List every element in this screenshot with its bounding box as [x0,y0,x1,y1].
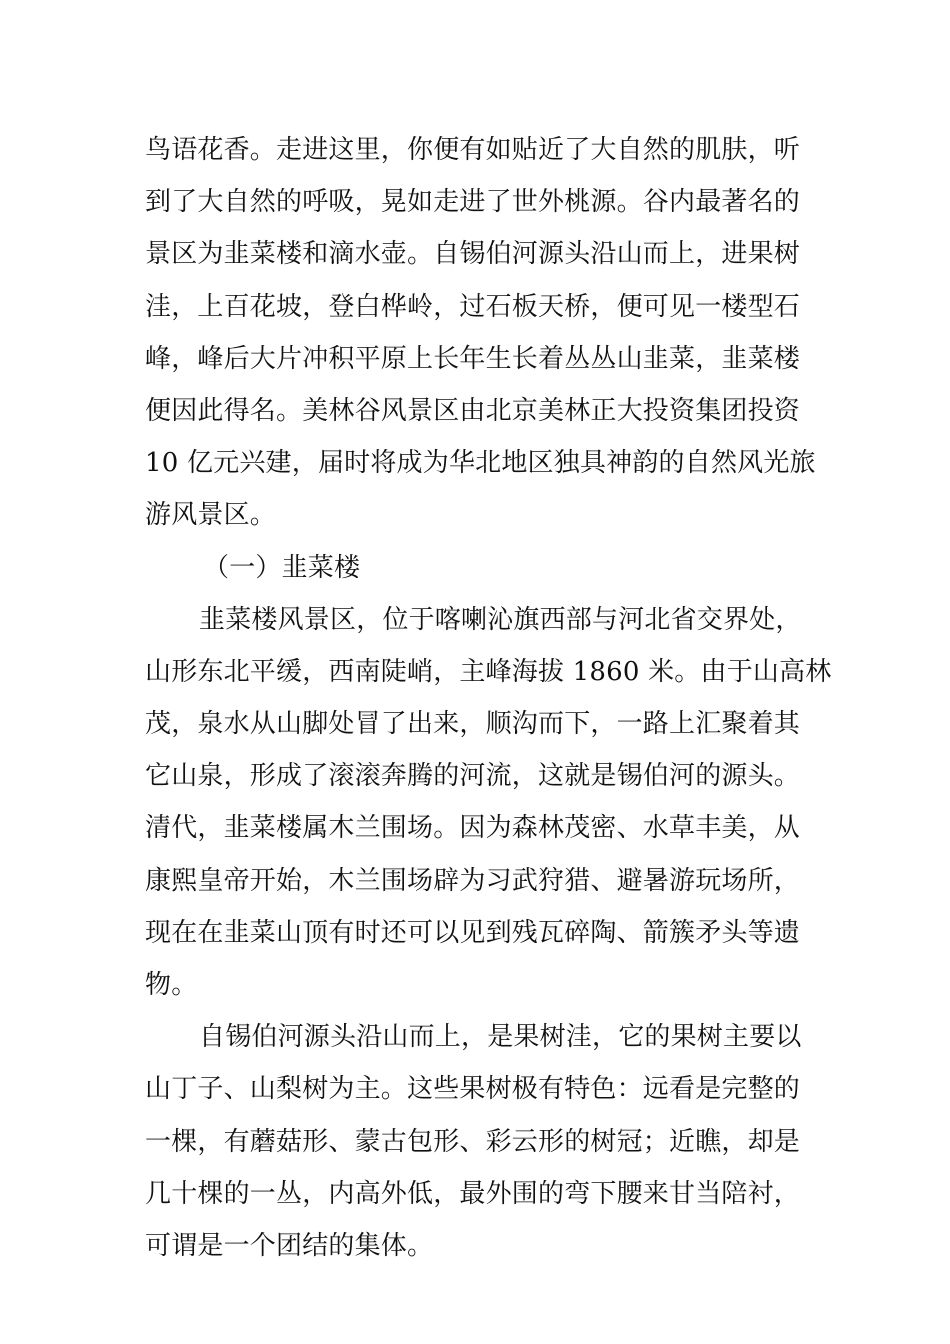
text-line: 物。 [145,970,198,1000]
text-line: 现在在韭菜山顶有时还可以见到残瓦碎陶、箭簇矛头等遗 [145,917,801,948]
paragraph-first-line: 韭菜楼风景区，位于喀喇沁旗西部与河北省交界处， [199,604,802,635]
text-line: 10 亿元兴建，届时将成为华北地区独具神韵的自然风光旅 [145,448,816,479]
text-line: 洼，上百花坡，登白桦岭，过石板天桥，便可见一楼型石 [145,291,801,322]
text-line: 可谓是一个团结的集体。 [145,1230,434,1261]
text-line: 茂，泉水从山脚处冒了出来，顺沟而下，一路上汇聚着其 [145,709,801,740]
text-line: 便因此得名。美林谷风景区由北京美林正大投资集团投资 [145,395,801,426]
text-line: 到了大自然的呼吸，晃如走进了世外桃源。谷内最著名的 [145,187,801,218]
text-line: 康熙皇帝开始，木兰围场辟为习武狩猎、避暑游玩场所， [145,865,801,896]
text-line: 山形东北平缓，西南陡峭，主峰海拔 1860 米。由于山高林 [145,656,832,687]
text-line: 一棵，有蘑菇形、蒙古包形、彩云形的树冠；近瞧，却是 [145,1126,801,1157]
paragraph-first-line: 自锡伯河源头沿山而上，是果树洼，它的果树主要以 [199,1022,802,1053]
text-line: 几十棵的一丛，内高外低，最外围的弯下腰来甘当陪衬， [145,1178,801,1209]
text-line: 清代，韭菜楼属木兰围场。因为森林茂密、水草丰美，从 [145,813,801,844]
text-line: 它山泉，形成了滚滚奔腾的河流，这就是锡伯河的源头。 [145,761,801,792]
document-body [145,124,832,1272]
section-heading: （一）韭菜楼 [203,552,361,583]
text-line: 峰，峰后大片冲积平原上长年生长着丛丛山韭菜，韭菜楼 [145,343,801,374]
text-line: 景区为韭菜楼和滴水壶。自锡伯河源头沿山而上，进果树 [145,239,801,270]
text-line: 游风景区。 [145,500,277,531]
text-line: 鸟语花香。走进这里，你便有如贴近了大自然的肌肤，听 [145,135,801,165]
text-line: 山丁子、山梨树为主。这些果树极有特色：远看是完整的 [145,1074,801,1105]
